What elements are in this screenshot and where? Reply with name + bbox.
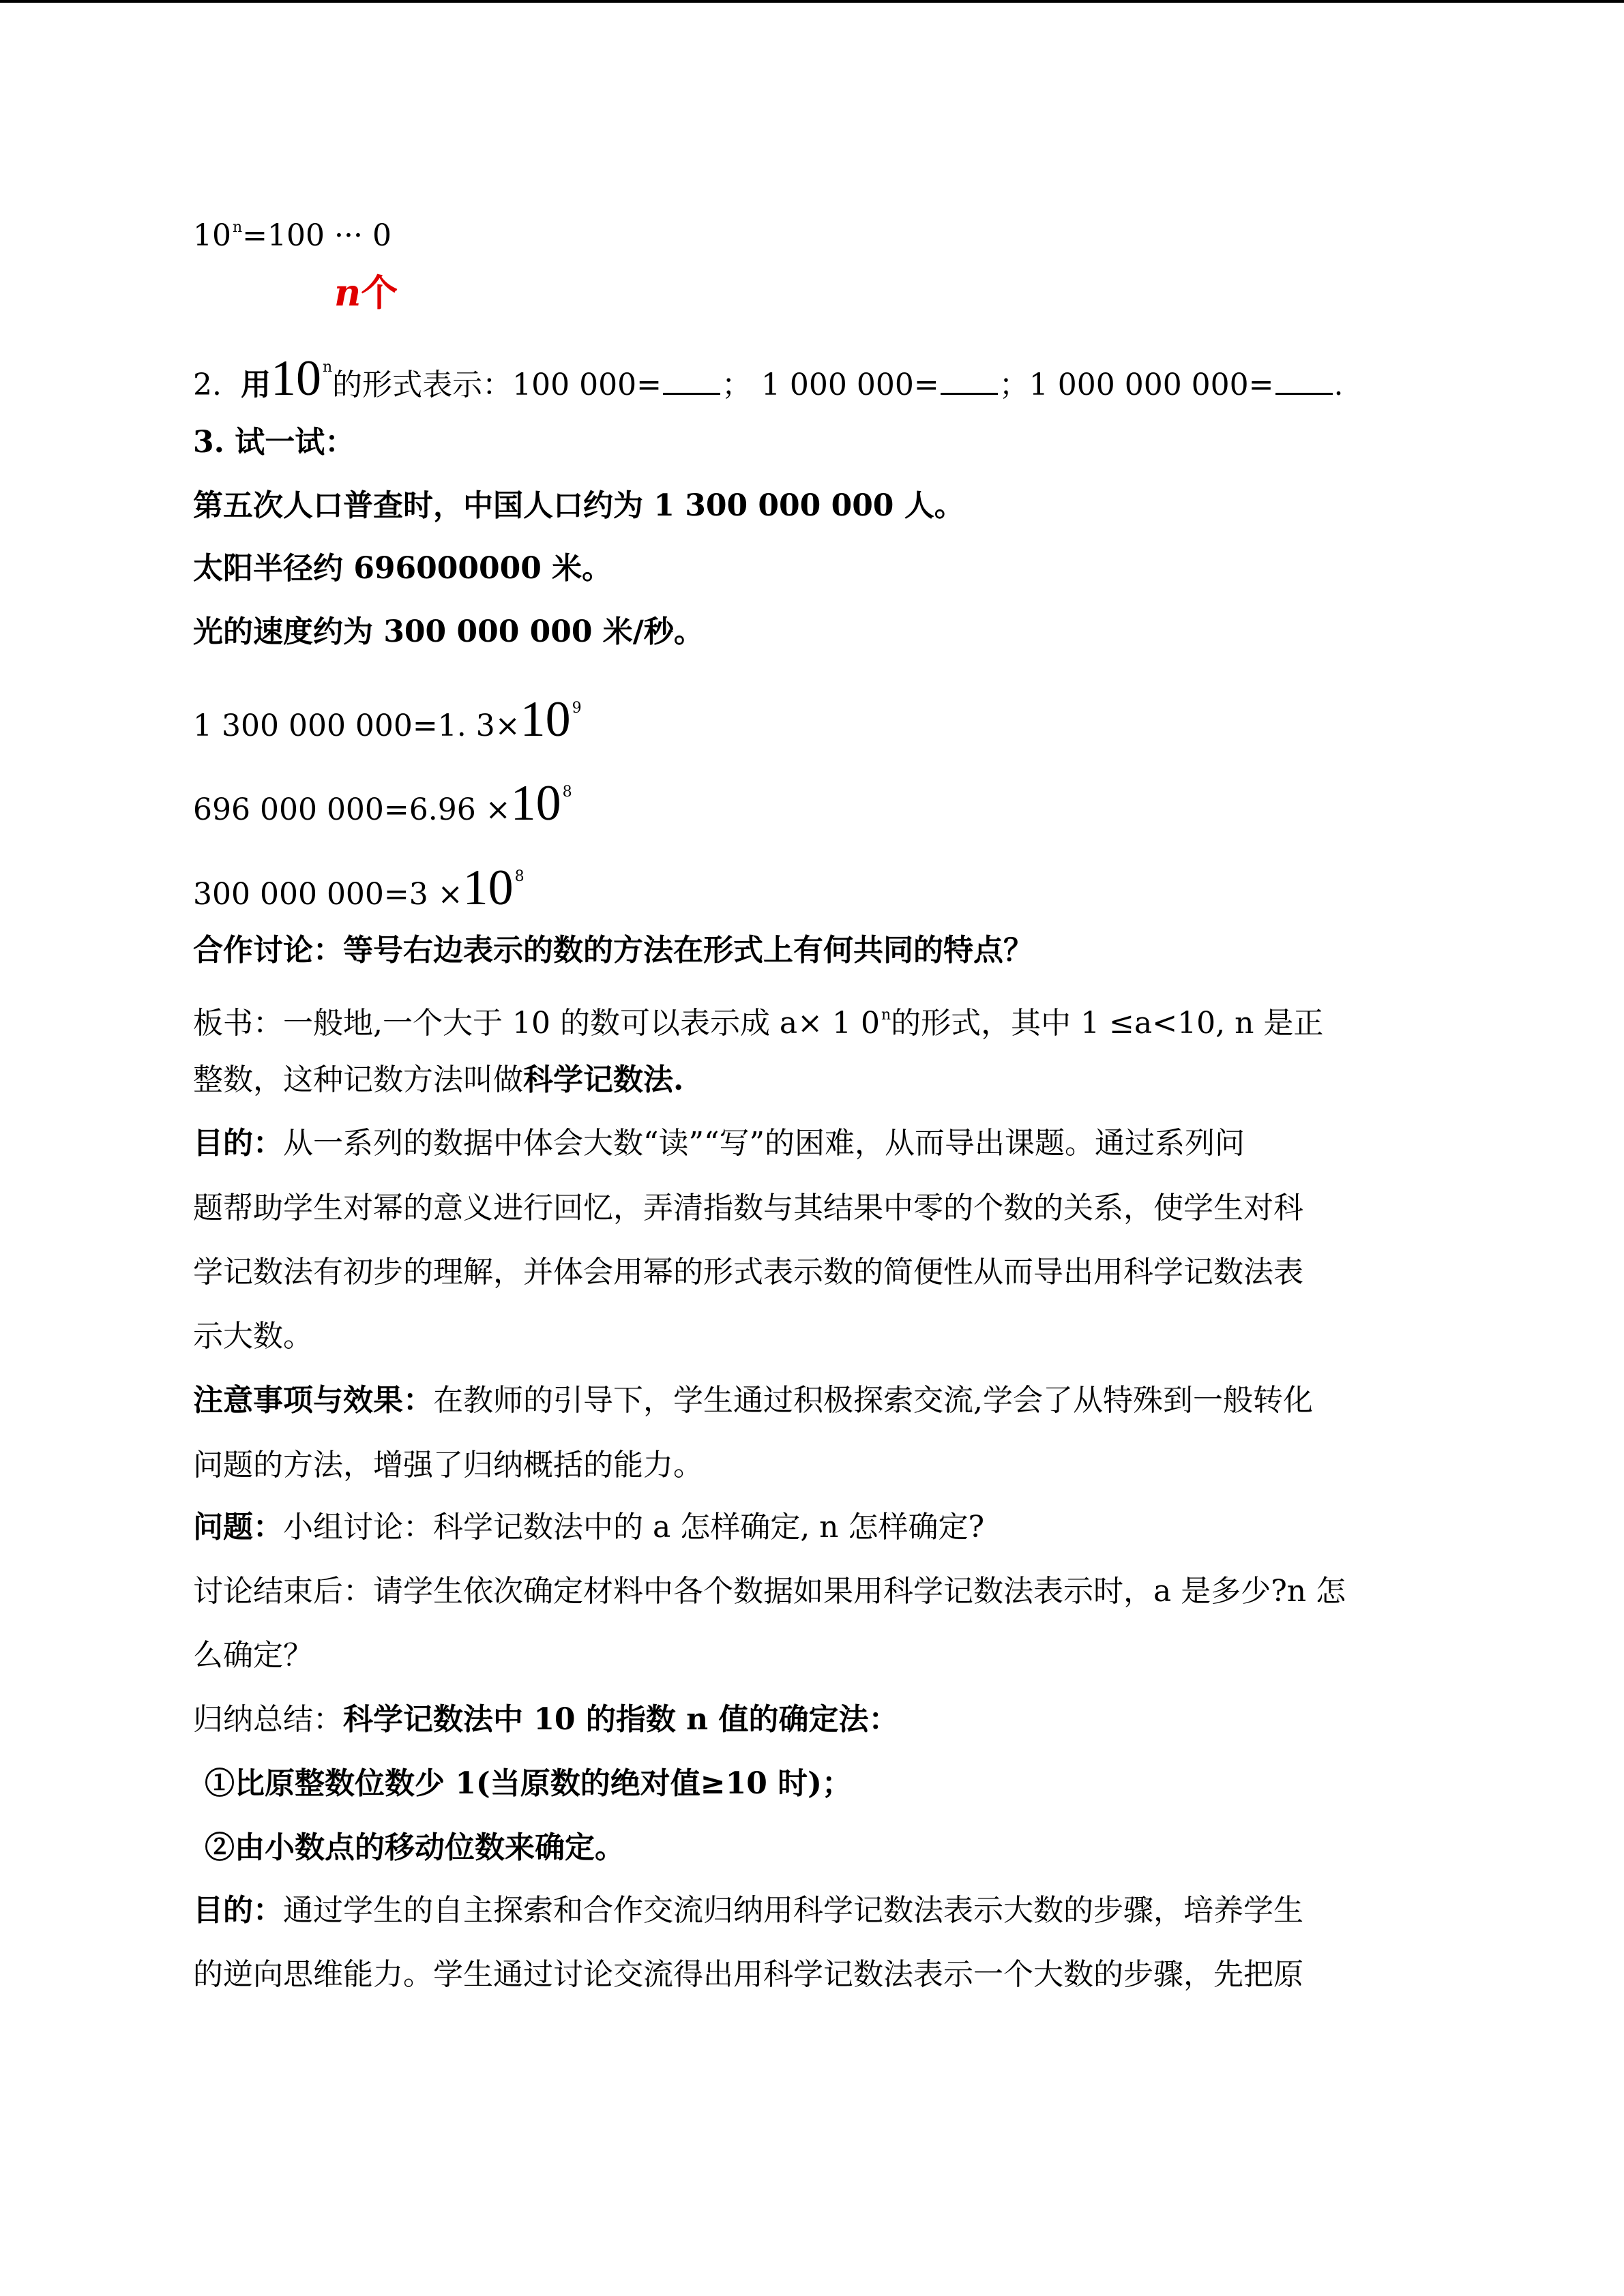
example-2-power: 8 <box>562 784 572 801</box>
exercise-2-label: 2. <box>193 368 222 402</box>
exercise-2-ten: 10 <box>270 351 321 406</box>
purpose-text-1: 从一系列的数据中体会大数“读”“写”的困难，从而导出课题。通过系列问 <box>283 1126 1245 1161</box>
board-note-text-a: 板书：一般地,一个大于 10 的数可以表示成 a× 1 0 <box>193 1006 880 1041</box>
question-label: 问题： <box>193 1510 283 1545</box>
population-line: 第五次人口普查时，中国人口约为 1 300 000 000 人。 <box>193 488 964 523</box>
example-3-ten: 10 <box>462 860 514 916</box>
after-discussion-line-2: 么确定？ <box>193 1638 313 1673</box>
exercise-2-end: . <box>1333 368 1344 402</box>
rule-2: ②由小数点的移动位数来确定。 <box>205 1830 625 1865</box>
n-zeros-annotation <box>334 272 398 313</box>
purpose2-line-2: 的逆向思维能力。学生通过讨论交流得出用科学记数法表示一个大数的步骤，先把原 <box>193 1957 1303 1992</box>
example-2-text: 696 000 000=6.96 × <box>193 792 511 827</box>
board-note-text-c: 整数，这种记数方法叫做 <box>193 1062 523 1097</box>
sci-notation-example-1 <box>193 688 582 747</box>
n-italic: n <box>334 271 361 314</box>
exercise-2-text-3: ；1 000 000 000= <box>999 368 1274 402</box>
summary-label: 归纳总结： <box>193 1702 343 1737</box>
exercise-2 <box>193 347 1344 406</box>
summary-heading <box>193 1699 899 1740</box>
rule-1: ①比原整数位数少 1(当原数的绝对值≥10 时)； <box>205 1766 852 1801</box>
example-2-ten: 10 <box>510 775 561 831</box>
n-count-char: 个 <box>361 271 398 314</box>
after-discussion-line-1: 讨论结束后：请学生依次确定材料中各个数据如果用科学记数法表示时，a 是多少?n 怎 <box>193 1574 1346 1609</box>
summary-title: 科学记数法中 10 的指数 n 值的确定法： <box>343 1702 899 1737</box>
purpose-line-1 <box>193 1123 1245 1164</box>
answer-blank-2[interactable] <box>941 368 998 395</box>
example-1-text: 1 300 000 000=1. 3× <box>193 709 520 743</box>
sun-radius-line: 太阳半径约 696000000 米。 <box>193 551 612 586</box>
purpose2-text-1: 通过学生的自主探索和合作交流归纳用科学记数法表示大数的步骤，培养学生 <box>283 1893 1303 1928</box>
question-line <box>193 1507 984 1548</box>
sci-notation-example-3 <box>193 856 525 915</box>
sci-notation-term: 科学记数法. <box>523 1062 684 1097</box>
question-text: 小组讨论：科学记数法中的 a 怎样确定, n 怎样确定? <box>283 1510 985 1545</box>
board-note-exponent: n <box>881 1007 891 1024</box>
formula-result: =100 ··· 0 <box>242 218 392 253</box>
board-note-text-b: 的形式，其中 1 ≤a<10, n 是正 <box>891 1006 1324 1041</box>
exercise-3-heading: 3. 试一试： <box>193 425 355 460</box>
purpose2-label: 目的： <box>193 1893 283 1928</box>
light-speed-line: 光的速度约为 300 000 000 米/秒。 <box>193 614 704 649</box>
purpose2-line-1 <box>193 1890 1303 1931</box>
power-of-ten-formula <box>193 207 392 256</box>
formula-base: 10 <box>193 218 231 253</box>
notes-text-1: 在教师的引导下，学生通过积极探索交流,学会了从特殊到一般转化 <box>433 1383 1313 1418</box>
purpose-line-3: 学记数法有初步的理解，并体会用幂的形式表示数的简便性从而导出用科学记数法表 <box>193 1255 1303 1289</box>
board-note-line-1 <box>193 995 1323 1044</box>
notes-line-1 <box>193 1380 1313 1421</box>
answer-blank-1[interactable] <box>663 368 720 395</box>
answer-blank-3[interactable] <box>1275 368 1333 395</box>
notes-label: 注意事项与效果： <box>193 1383 433 1418</box>
exercise-2-text-2: ； 1 000 000= <box>721 368 939 402</box>
exercise-2-text-1: 的形式表示：100 000= <box>332 368 662 402</box>
example-3-power: 8 <box>514 868 525 885</box>
exercise-2-power: n <box>322 359 333 376</box>
example-1-ten: 10 <box>520 691 571 747</box>
example-3-text: 300 000 000=3 × <box>193 877 463 912</box>
discussion-question: 合作讨论：等号右边表示的数的方法在形式上有何共同的特点？ <box>193 933 1033 968</box>
exercise-2-yong: 用 <box>240 368 271 402</box>
board-note-line-2 <box>193 1060 683 1101</box>
notes-line-2: 问题的方法，增强了归纳概括的能力。 <box>193 1448 703 1482</box>
example-1-power: 9 <box>572 700 582 717</box>
formula-exponent: n <box>233 219 243 236</box>
purpose-line-2: 题帮助学生对幂的意义进行回忆，弄清指数与其结果中零的个数的关系，使学生对科 <box>193 1191 1303 1225</box>
purpose-label: 目的： <box>193 1126 283 1161</box>
purpose-line-4: 示大数。 <box>193 1319 313 1354</box>
sci-notation-example-2 <box>193 772 572 831</box>
